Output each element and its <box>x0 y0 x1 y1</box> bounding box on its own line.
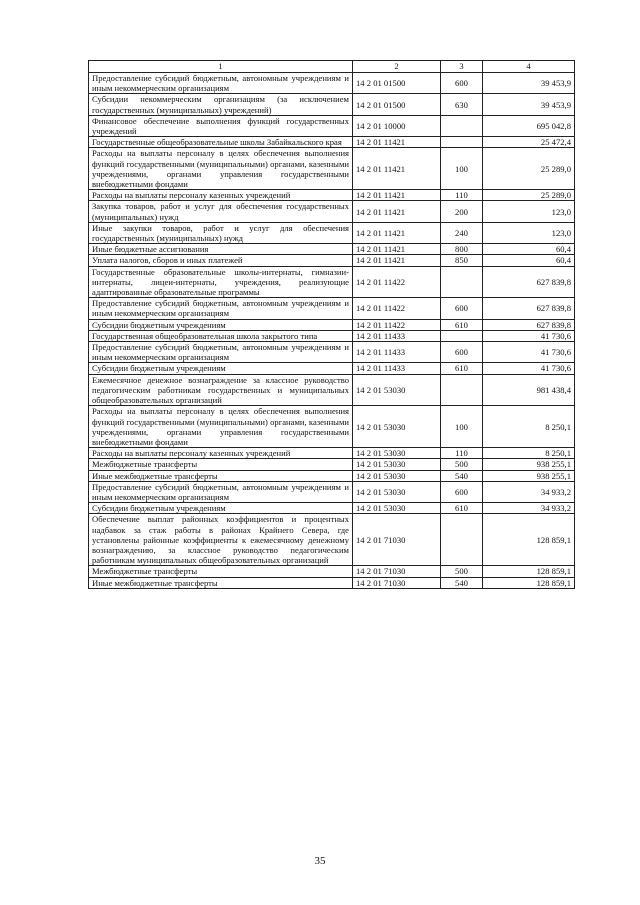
row-name-cell: Обеспечение выплат районных коэффициентов и процентных надбавок за стаж работы в районах Крайнего Севера, где установлены районные коэффициенты к ежемесячному денежному вознаграждению, за классное руководство педагогическим работникам муниципальных общеобразовательных организаций <box>89 514 353 566</box>
row-name-cell: Межбюджетные трансферты <box>89 566 353 577</box>
row-code-cell: 14 2 01 53030 <box>353 481 441 502</box>
row-name-cell: Предоставление субсидий бюджетным, автономным учреждениям и иным некоммерческим организациям <box>89 481 353 502</box>
row-code-cell: 14 2 01 10000 <box>353 115 441 136</box>
column-header-4: 4 <box>483 61 575 73</box>
row-type-cell: 500 <box>441 459 483 470</box>
row-amount-cell: 41 730,6 <box>483 330 575 341</box>
row-amount-cell: 938 255,1 <box>483 459 575 470</box>
row-type-cell: 200 <box>441 201 483 222</box>
header-row <box>89 61 575 73</box>
row-type-cell: 600 <box>441 298 483 319</box>
row-amount-cell: 123,0 <box>483 201 575 222</box>
row-code-cell: 14 2 01 11433 <box>353 342 441 363</box>
column-header-2: 2 <box>353 61 441 73</box>
table-row <box>89 298 575 319</box>
row-amount-cell: 128 859,1 <box>483 566 575 577</box>
row-code-cell: 14 2 01 71030 <box>353 577 441 588</box>
table-row <box>89 73 575 94</box>
table-row <box>89 255 575 266</box>
row-type-cell: 610 <box>441 503 483 514</box>
row-type-cell: 610 <box>441 363 483 374</box>
row-amount-cell: 627 839,8 <box>483 266 575 298</box>
row-name-cell: Финансовое обеспечение выполнения функций государственных учреждений <box>89 115 353 136</box>
table-row <box>89 470 575 481</box>
row-type-cell: 100 <box>441 406 483 448</box>
row-type-cell: 630 <box>441 94 483 115</box>
row-amount-cell: 39 453,9 <box>483 73 575 94</box>
row-type-cell: 100 <box>441 148 483 190</box>
row-amount-cell: 627 839,8 <box>483 319 575 330</box>
row-code-cell: 14 2 01 53030 <box>353 470 441 481</box>
row-code-cell: 14 2 01 11421 <box>353 201 441 222</box>
row-type-cell: 600 <box>441 342 483 363</box>
row-type-cell: 110 <box>441 190 483 201</box>
column-header-3: 3 <box>441 61 483 73</box>
row-type-cell <box>441 266 483 298</box>
row-name-cell: Иные бюджетные ассигнования <box>89 244 353 255</box>
row-type-cell <box>441 137 483 148</box>
row-amount-cell: 25 289,0 <box>483 190 575 201</box>
table-row <box>89 137 575 148</box>
row-type-cell: 600 <box>441 73 483 94</box>
table-row <box>89 577 575 588</box>
row-name-cell: Предоставление субсидий бюджетным, автономным учреждениям и иным некоммерческим организациям <box>89 342 353 363</box>
row-code-cell: 14 2 01 11422 <box>353 298 441 319</box>
table-row <box>89 363 575 374</box>
row-code-cell: 14 2 01 11421 <box>353 222 441 243</box>
row-code-cell: 14 2 01 11421 <box>353 190 441 201</box>
row-amount-cell: 627 839,8 <box>483 298 575 319</box>
row-code-cell: 14 2 01 53030 <box>353 406 441 448</box>
row-code-cell: 14 2 01 11421 <box>353 137 441 148</box>
table-row <box>89 148 575 190</box>
row-name-cell: Расходы на выплаты персоналу казенных учреждений <box>89 448 353 459</box>
row-code-cell: 14 2 01 01500 <box>353 94 441 115</box>
row-code-cell: 14 2 01 53030 <box>353 459 441 470</box>
row-name-cell: Субсидии бюджетным учреждениям <box>89 503 353 514</box>
row-code-cell: 14 2 01 11433 <box>353 363 441 374</box>
table-row <box>89 566 575 577</box>
row-amount-cell: 60,4 <box>483 244 575 255</box>
row-type-cell: 850 <box>441 255 483 266</box>
table-row <box>89 244 575 255</box>
row-name-cell: Субсидии бюджетным учреждениям <box>89 363 353 374</box>
table-row <box>89 201 575 222</box>
row-type-cell: 500 <box>441 566 483 577</box>
row-type-cell: 110 <box>441 448 483 459</box>
row-name-cell: Уплата налогов, сборов и иных платежей <box>89 255 353 266</box>
row-code-cell: 14 2 01 11421 <box>353 148 441 190</box>
row-type-cell: 240 <box>441 222 483 243</box>
table-row <box>89 406 575 448</box>
row-amount-cell: 123,0 <box>483 222 575 243</box>
table-row <box>89 503 575 514</box>
row-amount-cell: 695 042,8 <box>483 115 575 136</box>
row-name-cell: Расходы на выплаты персоналу казенных учреждений <box>89 190 353 201</box>
row-name-cell: Государственные общеобразовательные школы Забайкальского края <box>89 137 353 148</box>
table-row <box>89 94 575 115</box>
row-code-cell: 14 2 01 53030 <box>353 503 441 514</box>
row-code-cell: 14 2 01 71030 <box>353 514 441 566</box>
table-row <box>89 115 575 136</box>
row-name-cell: Межбюджетные трансферты <box>89 459 353 470</box>
row-name-cell: Иные межбюджетные трансферты <box>89 470 353 481</box>
table-row <box>89 342 575 363</box>
table-row <box>89 266 575 298</box>
row-type-cell <box>441 115 483 136</box>
row-code-cell: 14 2 01 11422 <box>353 266 441 298</box>
row-amount-cell: 8 250,1 <box>483 406 575 448</box>
table-body <box>89 73 575 589</box>
row-name-cell: Иные межбюджетные трансферты <box>89 577 353 588</box>
row-name-cell: Субсидии некоммерческим организациям (за исключением государственных (муниципальных) учреждений) <box>89 94 353 115</box>
row-amount-cell: 60,4 <box>483 255 575 266</box>
row-name-cell: Расходы на выплаты персоналу в целях обеспечения выполнения функций государственными (муниципальными) органами, казенными учреждениями, органами управления государственными внебюджетными фондами <box>89 406 353 448</box>
row-name-cell: Расходы на выплаты персоналу в целях обеспечения выполнения функций государственными (муниципальными) органами, казенными учреждениями, органами управления государственными внебюджетными фондами <box>89 148 353 190</box>
row-name-cell: Закупка товаров, работ и услуг для обеспечения государственных (муниципальных) нужд <box>89 201 353 222</box>
row-name-cell: Субсидии бюджетным учреждениям <box>89 319 353 330</box>
row-type-cell: 800 <box>441 244 483 255</box>
table-row <box>89 459 575 470</box>
row-name-cell: Ежемесячное денежное вознаграждение за классное руководство педагогическим работникам государственных и муниципальных общеобразовательных организаций <box>89 374 353 406</box>
row-name-cell: Иные закупки товаров, работ и услуг для обеспечения государственных (муниципальных) нужд <box>89 222 353 243</box>
row-type-cell <box>441 514 483 566</box>
row-code-cell: 14 2 01 01500 <box>353 73 441 94</box>
table-row <box>89 448 575 459</box>
table-row <box>89 319 575 330</box>
row-amount-cell: 34 933,2 <box>483 503 575 514</box>
row-amount-cell: 938 255,1 <box>483 470 575 481</box>
row-name-cell: Предоставление субсидий бюджетным, автономным учреждениям и иным некоммерческим организациям <box>89 73 353 94</box>
row-code-cell: 14 2 01 53030 <box>353 374 441 406</box>
row-type-cell <box>441 374 483 406</box>
column-header-1: 1 <box>89 61 353 73</box>
row-name-cell: Государственные образовательные школы-интернаты, гимназии-интернаты, лицеи-интернаты, учреждения, реализующие адаптированные образовательные программы <box>89 266 353 298</box>
row-code-cell: 14 2 01 53030 <box>353 448 441 459</box>
row-code-cell: 14 2 01 11421 <box>353 244 441 255</box>
row-name-cell: Предоставление субсидий бюджетным, автономным учреждениям и иным некоммерческим организациям <box>89 298 353 319</box>
table-row <box>89 190 575 201</box>
row-amount-cell: 25 472,4 <box>483 137 575 148</box>
row-amount-cell: 8 250,1 <box>483 448 575 459</box>
row-amount-cell: 39 453,9 <box>483 94 575 115</box>
row-amount-cell: 41 730,6 <box>483 363 575 374</box>
row-type-cell: 610 <box>441 319 483 330</box>
row-code-cell: 14 2 01 71030 <box>353 566 441 577</box>
table-row <box>89 330 575 341</box>
row-type-cell <box>441 330 483 341</box>
row-type-cell: 540 <box>441 577 483 588</box>
row-amount-cell: 128 859,1 <box>483 514 575 566</box>
row-amount-cell: 34 933,2 <box>483 481 575 502</box>
table-row <box>89 222 575 243</box>
table-row <box>89 374 575 406</box>
row-amount-cell: 41 730,6 <box>483 342 575 363</box>
budget-table <box>88 60 575 589</box>
page-number: 35 <box>314 855 326 867</box>
row-type-cell: 540 <box>441 470 483 481</box>
row-name-cell: Государственная общеобразовательная школа закрытого типа <box>89 330 353 341</box>
table-row <box>89 481 575 502</box>
row-amount-cell: 981 438,4 <box>483 374 575 406</box>
row-amount-cell: 25 289,0 <box>483 148 575 190</box>
row-type-cell: 600 <box>441 481 483 502</box>
row-code-cell: 14 2 01 11422 <box>353 319 441 330</box>
row-amount-cell: 128 859,1 <box>483 577 575 588</box>
table-row <box>89 514 575 566</box>
row-code-cell: 14 2 01 11433 <box>353 330 441 341</box>
row-code-cell: 14 2 01 11421 <box>353 255 441 266</box>
